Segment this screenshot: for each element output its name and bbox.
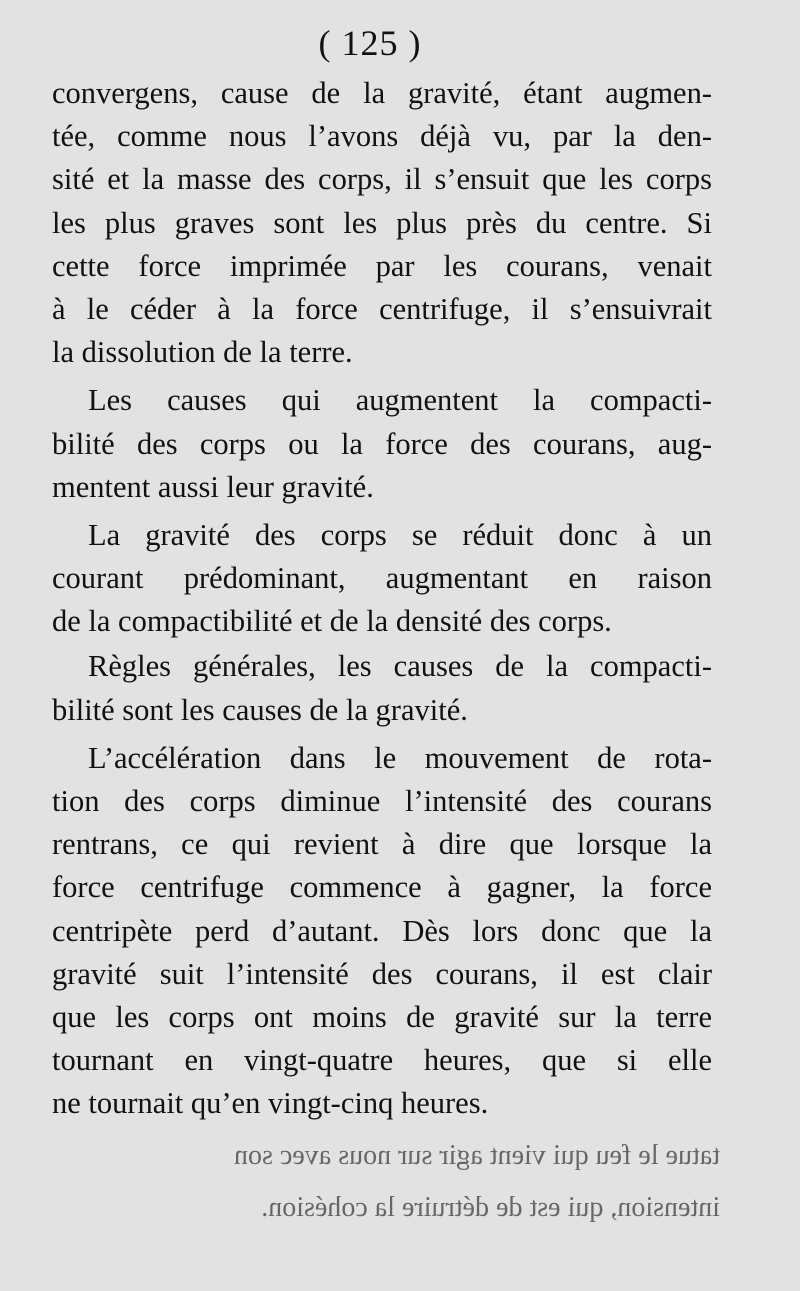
- text-line: bilité sont les causes de la gravité.: [52, 692, 468, 727]
- text-line: La gravité des corps se réduit donc à un: [88, 517, 712, 552]
- paragraph: [52, 737, 712, 1126]
- text-line: tournant en vingt-quatre heures, que si elle: [52, 1043, 712, 1078]
- page-number: ( 125 ): [318, 23, 422, 63]
- show-through-line: tatue le feu qui vient agir sur nous avec son: [234, 1140, 720, 1171]
- text-line: les plus graves sont les plus près du centre. Si: [52, 205, 712, 240]
- text-line: ne tournait qu’en vingt-cinq heures.: [52, 1086, 489, 1121]
- text-line: cette force imprimée par les courans, venait: [52, 248, 712, 283]
- show-through-line: intension, qui est de détruire la cohésion.: [261, 1192, 720, 1223]
- body-text: [52, 72, 712, 1126]
- text-line: sité et la masse des corps, il s’ensuit que les corps: [52, 162, 712, 197]
- text-line: courant prédominant, augmentant en raison: [52, 561, 712, 596]
- paragraph: [52, 514, 712, 644]
- text-line: tée, comme nous l’avons déjà vu, par la den-: [52, 119, 712, 154]
- text-line: à le céder à la force centrifuge, il s’ensuivrait: [52, 291, 712, 326]
- text-line: de la compactibilité et de la densité des corps.: [52, 604, 612, 639]
- text-line: bilité des corps ou la force des courans, aug-: [52, 426, 712, 461]
- text-line: la dissolution de la terre.: [52, 335, 353, 370]
- text-line: gravité suit l’intensité des courans, il est clair: [52, 956, 712, 991]
- text-line: tion des corps diminue l’intensité des courans: [52, 784, 712, 818]
- text-line: L’accélération dans le mouvement de rota-: [88, 740, 712, 775]
- show-through-text: [60, 1130, 720, 1234]
- paragraph: [52, 379, 712, 509]
- paragraph: [52, 72, 712, 374]
- text-line: que les corps ont moins de gravité sur la terre: [52, 999, 712, 1034]
- text-line: rentrans, ce qui revient à dire que lorsque la: [52, 827, 712, 862]
- text-line: mentent aussi leur gravité.: [52, 469, 374, 504]
- paragraph: [52, 645, 712, 731]
- text-line: Les causes qui augmentent la compacti-: [88, 383, 712, 418]
- text-line: convergens, cause de la gravité, étant augmen-: [52, 76, 712, 110]
- text-line: force centrifuge commence à gagner, la force: [52, 870, 712, 905]
- text-line: Règles générales, les causes de la compacti-: [88, 649, 712, 684]
- text-line: centripète perd d’autant. Dès lors donc que la: [52, 913, 712, 948]
